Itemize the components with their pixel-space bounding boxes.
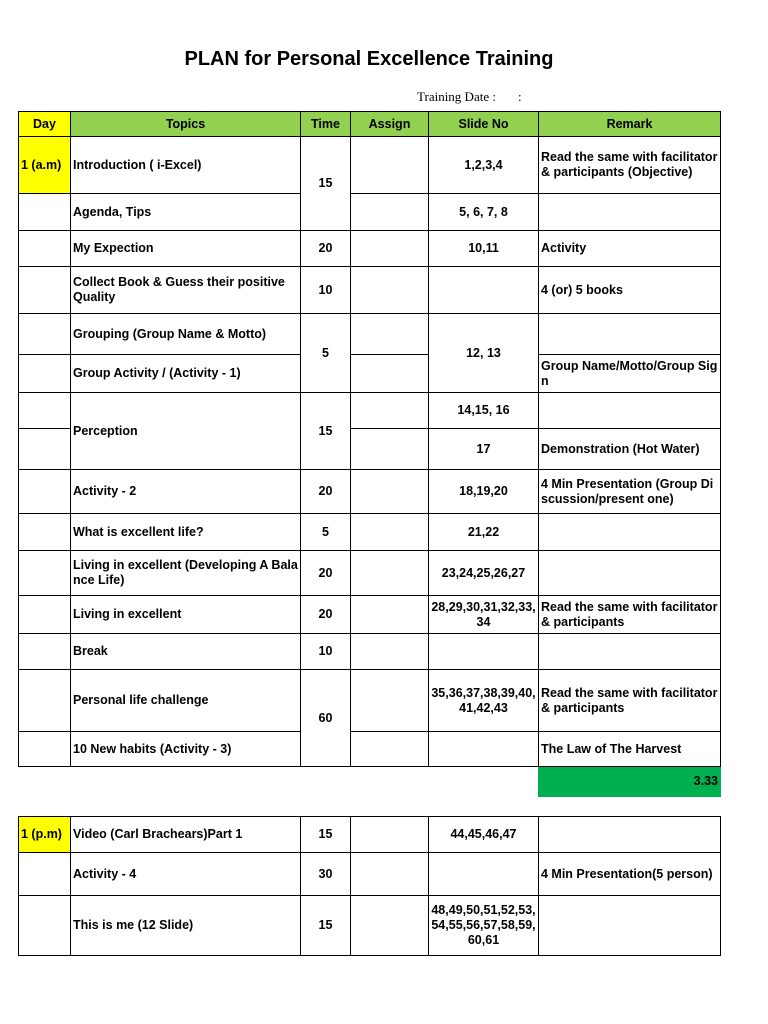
remark-cell bbox=[539, 551, 721, 596]
assign-cell bbox=[351, 393, 429, 429]
day-cell bbox=[19, 314, 71, 355]
day-cell bbox=[19, 194, 71, 231]
page-title: PLAN for Personal Excellence Training bbox=[184, 48, 554, 70]
assign-cell bbox=[351, 896, 429, 956]
day-cell bbox=[19, 231, 71, 267]
assign-cell bbox=[351, 634, 429, 670]
table-row bbox=[19, 267, 721, 314]
day-cell bbox=[19, 670, 71, 732]
assign-cell bbox=[351, 429, 429, 470]
remark-cell: Read the same with facilitator & participants bbox=[539, 670, 721, 732]
slide-cell: 35,36,37,38,39,40,41,42,43 bbox=[429, 670, 539, 732]
remark-cell bbox=[539, 896, 721, 956]
slide-cell bbox=[429, 732, 539, 767]
assign-cell bbox=[351, 596, 429, 634]
slide-cell: 17 bbox=[429, 429, 539, 470]
day-cell: 1 (p.m) bbox=[19, 817, 71, 853]
table-row bbox=[19, 470, 721, 514]
table-row bbox=[19, 732, 721, 767]
day-cell bbox=[19, 514, 71, 551]
header-remark: Remark bbox=[539, 112, 721, 137]
time-cell: 20 bbox=[301, 470, 351, 514]
assign-cell bbox=[351, 551, 429, 596]
plan-table-am bbox=[18, 111, 721, 797]
table-row bbox=[19, 634, 721, 670]
remark-cell: 4 (or) 5 books bbox=[539, 267, 721, 314]
day-cell bbox=[19, 896, 71, 956]
slide-cell: 14,15, 16 bbox=[429, 393, 539, 429]
table-row bbox=[19, 853, 721, 896]
time-cell: 30 bbox=[301, 853, 351, 896]
slide-cell bbox=[429, 634, 539, 670]
slide-cell: 44,45,46,47 bbox=[429, 817, 539, 853]
slide-cell: 28,29,30,31,32,33,34 bbox=[429, 596, 539, 634]
time-cell: 5 bbox=[301, 314, 351, 393]
remark-cell: 4 Min Presentation(5 person) bbox=[539, 853, 721, 896]
topic-cell: Agenda, Tips bbox=[71, 194, 301, 231]
remark-cell: Read the same with facilitator & participants (Objective) bbox=[539, 137, 721, 194]
day-cell bbox=[19, 267, 71, 314]
topic-cell: Activity - 4 bbox=[71, 853, 301, 896]
total-spacer bbox=[19, 767, 539, 797]
assign-cell bbox=[351, 514, 429, 551]
day-cell bbox=[19, 429, 71, 470]
table-row bbox=[19, 670, 721, 732]
table-row bbox=[19, 231, 721, 267]
table-row bbox=[19, 314, 721, 355]
training-date-value: : bbox=[517, 89, 522, 104]
table-row bbox=[19, 355, 721, 393]
time-cell: 60 bbox=[301, 670, 351, 767]
slide-cell: 48,49,50,51,52,53,54,55,56,57,58,59,60,61 bbox=[429, 896, 539, 956]
topic-cell: Personal life challenge bbox=[71, 670, 301, 732]
day-cell bbox=[19, 853, 71, 896]
slide-cell: 18,19,20 bbox=[429, 470, 539, 514]
slide-cell: 1,2,3,4 bbox=[429, 137, 539, 194]
slide-cell: 23,24,25,26,27 bbox=[429, 551, 539, 596]
remark-cell bbox=[539, 634, 721, 670]
day-cell bbox=[19, 470, 71, 514]
header-assign: Assign bbox=[351, 112, 429, 137]
topic-cell: Collect Book & Guess their positive Quality bbox=[71, 267, 301, 314]
topic-cell: Living in excellent (Developing A Balance Life) bbox=[71, 551, 301, 596]
time-cell: 20 bbox=[301, 231, 351, 267]
assign-cell bbox=[351, 231, 429, 267]
topic-cell: Introduction ( i-Excel) bbox=[71, 137, 301, 194]
day-cell bbox=[19, 355, 71, 393]
assign-cell bbox=[351, 194, 429, 231]
assign-cell bbox=[351, 732, 429, 767]
time-cell: 20 bbox=[301, 551, 351, 596]
remark-cell bbox=[539, 514, 721, 551]
time-cell: 15 bbox=[301, 137, 351, 231]
topic-cell: Living in excellent bbox=[71, 596, 301, 634]
assign-cell bbox=[351, 470, 429, 514]
topic-cell: Video (Carl Brachears)Part 1 bbox=[71, 817, 301, 853]
topic-cell: Grouping (Group Name & Motto) bbox=[71, 314, 301, 355]
remark-cell: Activity bbox=[539, 231, 721, 267]
total-cell: 3.33 bbox=[539, 767, 721, 797]
table-row bbox=[19, 896, 721, 956]
day-cell bbox=[19, 596, 71, 634]
time-cell: 15 bbox=[301, 393, 351, 470]
training-date bbox=[417, 89, 522, 105]
table-row bbox=[19, 514, 721, 551]
remark-cell: Demonstration (Hot Water) bbox=[539, 429, 721, 470]
table-row bbox=[19, 194, 721, 231]
topic-cell: Group Activity / (Activity - 1) bbox=[71, 355, 301, 393]
slide-cell bbox=[429, 267, 539, 314]
day-cell bbox=[19, 732, 71, 767]
time-cell: 20 bbox=[301, 596, 351, 634]
slide-cell bbox=[429, 853, 539, 896]
remark-cell: Read the same with facilitator & participants bbox=[539, 596, 721, 634]
topic-cell: 10 New habits (Activity - 3) bbox=[71, 732, 301, 767]
topic-cell: This is me (12 Slide) bbox=[71, 896, 301, 956]
time-cell: 15 bbox=[301, 817, 351, 853]
assign-cell bbox=[351, 355, 429, 393]
remark-cell bbox=[539, 817, 721, 853]
header-topics: Topics bbox=[71, 112, 301, 137]
topic-cell: Activity - 2 bbox=[71, 470, 301, 514]
time-cell: 5 bbox=[301, 514, 351, 551]
training-date-label: Training Date : bbox=[417, 89, 496, 104]
assign-cell bbox=[351, 817, 429, 853]
slide-cell: 12, 13 bbox=[429, 314, 539, 393]
table-row bbox=[19, 393, 721, 429]
day-cell: 1 (a.m) bbox=[19, 137, 71, 194]
time-cell: 10 bbox=[301, 267, 351, 314]
table-row bbox=[19, 137, 721, 194]
remark-cell: 4 Min Presentation (Group Discussion/present one) bbox=[539, 470, 721, 514]
table-header-row bbox=[19, 112, 721, 137]
table-row bbox=[19, 551, 721, 596]
day-cell bbox=[19, 551, 71, 596]
table-row bbox=[19, 817, 721, 853]
total-row bbox=[19, 767, 721, 797]
assign-cell bbox=[351, 267, 429, 314]
assign-cell bbox=[351, 853, 429, 896]
topic-cell: My Expection bbox=[71, 231, 301, 267]
remark-cell: Group Name/Motto/Group Sign bbox=[539, 355, 721, 393]
time-cell: 10 bbox=[301, 634, 351, 670]
day-cell bbox=[19, 393, 71, 429]
day-cell bbox=[19, 634, 71, 670]
plan-table-pm bbox=[18, 816, 721, 956]
topic-cell: Perception bbox=[71, 393, 301, 470]
remark-cell bbox=[539, 314, 721, 355]
slide-cell: 21,22 bbox=[429, 514, 539, 551]
slide-cell: 10,11 bbox=[429, 231, 539, 267]
assign-cell bbox=[351, 314, 429, 355]
remark-cell bbox=[539, 393, 721, 429]
header-slide-no: Slide No bbox=[429, 112, 539, 137]
slide-cell: 5, 6, 7, 8 bbox=[429, 194, 539, 231]
topic-cell: What is excellent life? bbox=[71, 514, 301, 551]
assign-cell bbox=[351, 670, 429, 732]
remark-cell bbox=[539, 194, 721, 231]
header-day: Day bbox=[19, 112, 71, 137]
topic-cell: Break bbox=[71, 634, 301, 670]
assign-cell bbox=[351, 137, 429, 194]
table-row bbox=[19, 596, 721, 634]
remark-cell: The Law of The Harvest bbox=[539, 732, 721, 767]
time-cell: 15 bbox=[301, 896, 351, 956]
header-time: Time bbox=[301, 112, 351, 137]
